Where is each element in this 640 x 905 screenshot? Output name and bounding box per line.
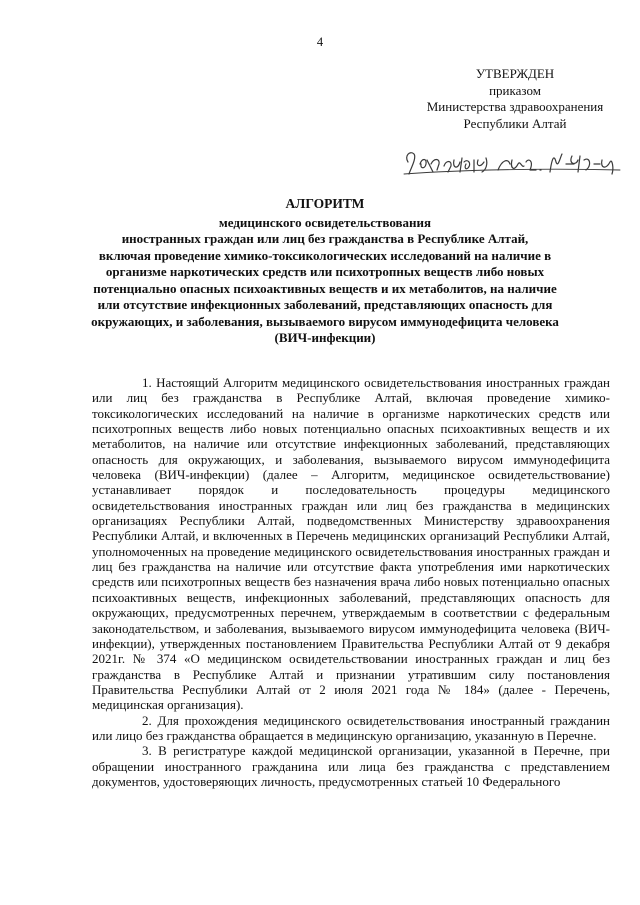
title-line: организме наркотических средств или психотропных веществ либо новых (105, 264, 545, 279)
title-line: окружающих, и заболевания, вызываемого вирусом иммунодефицита человека (91, 313, 559, 329)
document-title (60, 196, 590, 347)
title-line: потенциально опасных психоактивных веществ и их метаболитов, на наличие (93, 280, 557, 296)
paragraph-2: 2. Для прохождения медицинского освидетельствования иностранный гражданин или лицо без гражданства обращается в медицинскую организацию, указанную в Перечне. (92, 712, 610, 743)
paragraph-1: 1. Настоящий Алгоритм медицинского освидетельствования иностранных граждан или лиц без гражданства в Республике Алтай, включая проведение химико-токсикологических исследований на наличие в организме наркотических средств или психотропных веществ либо новых потенциально опасных психоактивных веществ и их метаболитов, на наличие или отсутствие инфекционных заболеваний, представляющих опасность для окружающих, и заболевания, вызываемого вирусом иммунодефицита человека (ВИЧ-инфекции) (далее – Алгоритм, медицинское освидетельствование) устанавливает порядок и последовательность процедуры медицинского освидетельствования иностранных граждан или лиц без гражданства в медицинских организациях Республики Алтай, подведомственных Министерству здравоохранения Республики Алтай, и включенных в Перечень медицинских организаций Республики Алтай, уполномоченных на проведение медицинского освидетельствования иностранных граждан и лиц без гражданства на наличие или отсутствие факта употребления ими наркотических средств или психотропных веществ без назначения врача либо новых потенциально опасных психоактивных веществ, инфекционных заболеваний, представляющих опасность для окружающих, предусмотренных перечнем, утверждаемым в соответствии с федеральным законодательством, и заболевания, вызываемого вирусом иммунодефицита человека (ВИЧ-инфекции), утвержденных постановлением Правительства Республики Алтай от 9 декабря 2021г. № 374 «О медицинском освидетельствовании иностранных граждан и лиц без гражданства в Республике Алтай и признании утратившим силу постановления Правительства Республики Алтай от 2 июля 2021 года № 184» (далее - Перечень, медицинская организация). (92, 375, 610, 713)
paragraph-3: 3. В регистратуре каждой медицинской организации, указанной в Перечне, при обращении иностранного гражданина или лица без гражданства с представлением документов, удостоверяющих личность, предусмотренных статьей 10 Федерального (92, 743, 610, 789)
title-line: иностранных граждан или лиц без гражданства в Республике Алтай, (121, 231, 529, 246)
title-line: или отсутствие инфекционных заболеваний, представляющих опасность для (97, 297, 553, 312)
handwritten-date-signature (400, 140, 624, 180)
approval-line-order: приказом (489, 82, 541, 98)
approval-line-republic: Республики Алтай (463, 115, 567, 131)
approval-status: УТВЕРЖДЕН (475, 66, 555, 81)
title-line: (ВИЧ-инфекции) (274, 330, 376, 345)
title-line: включая проведение химико-токсикологических исследований на наличие в (98, 247, 552, 263)
approval-line-ministry: Министерства здравоохранения (426, 99, 604, 114)
title-line: медицинского освидетельствования (218, 214, 432, 230)
document-heading: АЛГОРИТМ (285, 196, 365, 211)
approval-block (405, 66, 625, 132)
document-body (92, 375, 610, 789)
page-number: 4 (316, 35, 324, 49)
